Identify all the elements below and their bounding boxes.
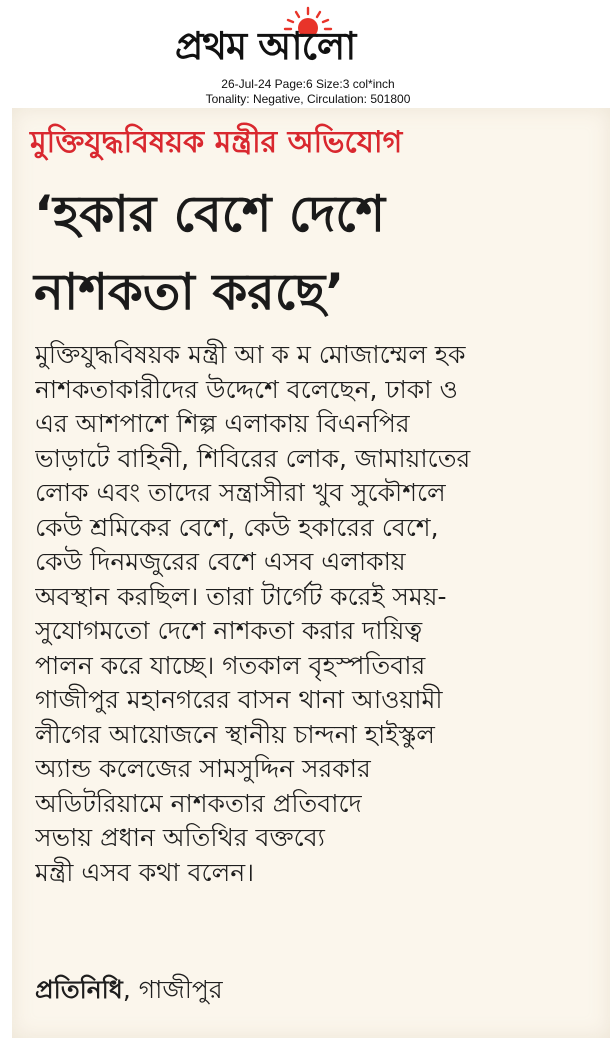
body-line: মুক্তিযুদ্ধবিষয়ক মন্ত্রী আ ক ম মোজাম্মেল হক [35,340,466,369]
body-line: লোক এবং তাদের সন্ত্রাসীরা খুব সুকৌশলে [35,478,446,507]
body-line: সুযোগমতো দেশে নাশকতা করার দায়িত্ব [35,616,423,645]
body-line: অ্যান্ড কলেজের সামসুদ্দিন সরকার [35,754,371,783]
masthead [0,0,616,108]
body-line: এর আশপাশে শিল্প এলাকায় বিএনপির [35,409,410,438]
byline-place: , গাজীপুর [122,975,223,1004]
body-line: মন্ত্রী এসব কথা বলেন। [35,857,255,887]
clipping-date-line: 26-Jul-24 Page:6 Size:3 col*inch [221,77,395,91]
body-line: সভায় প্রধান অতিথির বক্তব্যে [35,823,325,852]
article-byline [35,972,600,1008]
headline-line: ‘হকার বেশে দেশে [34,185,386,243]
body-line: কেউ দিনমজুরের বেশে এসব এলাকায় [35,547,406,576]
headline-line: নাশকতা করছে’ [34,263,345,321]
article-kicker: মুক্তিযুদ্ধবিষয়ক মন্ত্রীর অভিযোগ [30,125,403,160]
byline-name: প্রতিনিধি [35,975,123,1004]
body-line: অডিটরিয়ামে নাশকতার প্রতিবাদে [35,788,362,818]
body-line: গাজীপুর মহানগরের বাসন থানা আওয়ামী [35,685,443,714]
logo-text: প্রথম আলো [175,24,356,68]
body-line: পালন করে যাচ্ছে। গতকাল বৃহস্পতিবার [35,650,426,680]
body-line: কেউ শ্রমিকের বেশে, কেউ হকারের বেশে, [35,512,439,542]
body-line: নাশকতাকারীদের উদ্দেশে বলেছেন, ঢাকা ও [35,374,458,404]
body-line: অবস্থান করছিল। তারা টার্গেট করেই সময়- [35,581,447,611]
body-line: ভাড়াটে বাহিনী, শিবিরের লোক, জামায়াতের [35,443,471,473]
prothom-alo-logo [175,6,445,68]
clipping-tonality-line: Tonality: Negative, Circulation: 501800 [205,92,411,106]
article-body [35,338,600,890]
body-line: লীগের আয়োজনে স্থানীয় চান্দনা হাইস্কুল [35,719,435,749]
